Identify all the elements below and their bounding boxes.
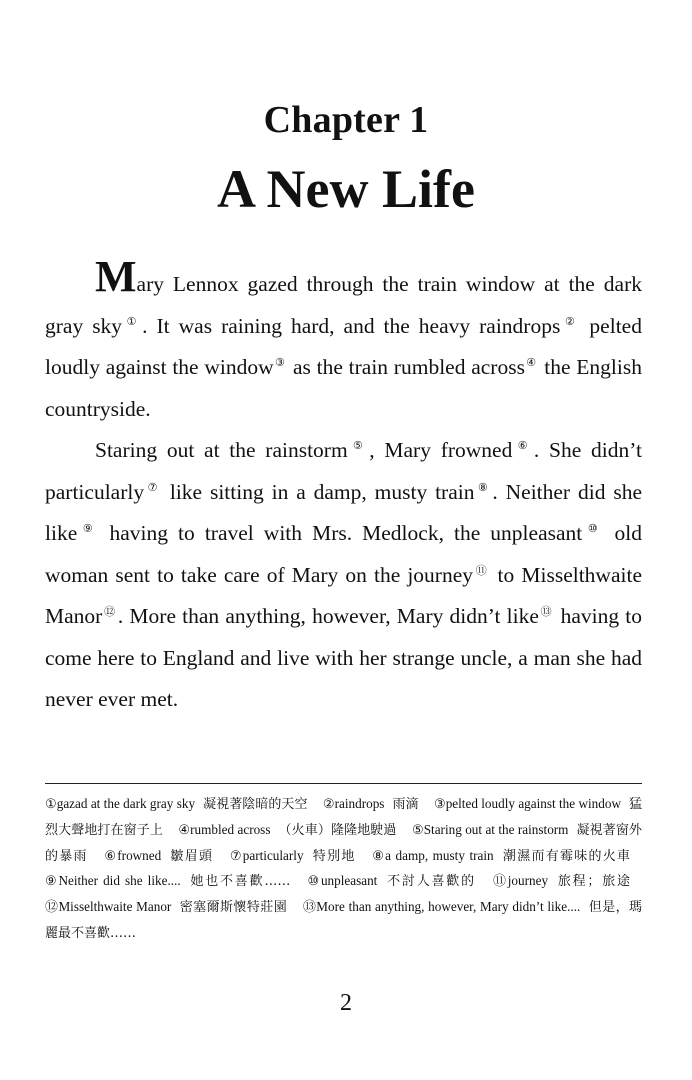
footnote-term: More than anything, however, Mary didn’t like.... bbox=[316, 899, 581, 915]
drop-cap: M bbox=[95, 252, 137, 301]
text-segment: . She didn’t particularly bbox=[45, 438, 642, 504]
footnote-term: frowned bbox=[117, 847, 162, 863]
footnote-translation: 凝視著陰暗的天空 bbox=[203, 797, 308, 812]
footnote-translation: 潮濕而有霉味的火車 bbox=[501, 848, 631, 864]
footnote-number: ③ bbox=[433, 796, 446, 811]
text-segment: to Misselthwaite Manor bbox=[45, 562, 642, 628]
footnote-translation: 皺眉頭 bbox=[169, 848, 214, 864]
paragraph bbox=[45, 430, 642, 721]
footnote-term: particularly bbox=[242, 847, 304, 863]
footnote-marker: ③ bbox=[274, 357, 286, 369]
footnote-entry bbox=[45, 873, 302, 888]
footnote-translation: 旅程；旅途 bbox=[556, 874, 631, 890]
footnote-number: ② bbox=[322, 796, 335, 811]
footnote-entry bbox=[230, 848, 368, 863]
text-segment: the English countryside. bbox=[45, 355, 643, 421]
footnote-number: ⑨ bbox=[45, 873, 59, 889]
footnote-translation: 凝視著窗外的暴雨 bbox=[45, 822, 642, 864]
footnote-entry bbox=[45, 899, 299, 914]
footnote-number: ⑥ bbox=[104, 847, 118, 863]
chapter-title: A New Life bbox=[217, 159, 475, 219]
footnote-term: gazad at the dark gray sky bbox=[56, 796, 196, 811]
body-text bbox=[45, 252, 643, 721]
footnote-term: unpleasant bbox=[320, 873, 378, 889]
text-segment: ary Lennox gazed through the train window at the dark gray sky bbox=[45, 272, 642, 338]
text-segment: . Neither did she like bbox=[45, 479, 642, 545]
text-segment: having to come here to England and live with her strange uncle, a man she had never ever met. bbox=[45, 604, 642, 711]
footnote-number: ⑬ bbox=[302, 899, 317, 915]
footnote-marker: ⑬ bbox=[539, 606, 553, 618]
text-segment: , Mary frowned bbox=[369, 438, 513, 462]
footnote-number: ⑩ bbox=[307, 873, 321, 889]
footnote-term: journey bbox=[507, 873, 549, 889]
footnote-term: raindrops bbox=[334, 796, 385, 811]
footnote-marker: ⑫ bbox=[103, 606, 116, 618]
text-segment: pelted loudly against the window bbox=[45, 313, 642, 379]
footnote-marker: ⑥ bbox=[513, 440, 532, 452]
footnote-translation: 不討人喜歡的 bbox=[385, 874, 476, 890]
footnote-number: ④ bbox=[178, 821, 191, 837]
footnote-marker: ⑤ bbox=[348, 440, 368, 452]
footnote-translation: 密塞爾斯懷特莊園 bbox=[179, 900, 288, 916]
footnote-rule bbox=[45, 783, 642, 784]
text-segment: . It was raining hard, and the heavy raindrops bbox=[142, 313, 561, 338]
footnote-marker: ⑧ bbox=[475, 481, 491, 494]
footnote-translation: 猛烈大聲地打在窗子上 bbox=[45, 797, 643, 838]
footnote-number: ⑧ bbox=[372, 847, 386, 863]
footnote-number: ⑦ bbox=[229, 847, 243, 863]
text-segment: old woman sent to take care of Mary on the journey bbox=[45, 521, 642, 587]
footnote-entry bbox=[323, 796, 431, 811]
footnote-translation: （火車）隆隆地駛過 bbox=[278, 822, 397, 838]
footnote-translation: 她也不喜歡…… bbox=[188, 874, 291, 890]
text-segment: Staring out at the rainstorm bbox=[95, 438, 348, 462]
footnote-term: Misselthwaite Manor bbox=[58, 899, 172, 915]
footnote-entry bbox=[178, 822, 408, 837]
footnote-term: Neither did she like.... bbox=[58, 873, 181, 889]
footnote-number: ① bbox=[45, 796, 57, 811]
footnote-number: ⑪ bbox=[492, 873, 508, 889]
footnote-marker: ② bbox=[561, 315, 579, 328]
footnote-marker: ⑪ bbox=[474, 564, 489, 577]
footnote-translation: 雨滴 bbox=[392, 797, 419, 812]
footnote-term: rumbled across bbox=[190, 821, 271, 837]
footnote-translation: 但是，瑪麗最不喜歡…… bbox=[45, 900, 642, 941]
footnote-marker: ④ bbox=[525, 357, 537, 369]
chapter-label: Chapter 1 bbox=[263, 99, 429, 141]
footnote-entry bbox=[104, 848, 225, 863]
page-number: 2 bbox=[340, 990, 352, 1016]
footnote-marker: ① bbox=[123, 315, 141, 328]
footnote-term: a damp, musty train bbox=[385, 847, 494, 863]
footnote-number: ⑤ bbox=[411, 821, 424, 837]
footnote-number: ⑫ bbox=[45, 899, 59, 915]
footnote-entry bbox=[493, 873, 642, 888]
footnote-entry bbox=[45, 796, 320, 811]
paragraph bbox=[45, 252, 643, 430]
text-segment: like sitting in a damp, musty train bbox=[161, 479, 475, 504]
text-segment: having to travel with Mrs. Medlock, the unpleasant bbox=[99, 521, 583, 545]
footnote-marker: ⑨ bbox=[78, 523, 98, 535]
footnote-entry bbox=[307, 873, 487, 888]
footnote-entry bbox=[372, 848, 642, 863]
footnote-term: pelted loudly against the window bbox=[445, 796, 621, 811]
footnote-term: Staring out at the rainstorm bbox=[423, 821, 569, 837]
footnote-translation: 特別地 bbox=[311, 848, 356, 864]
footnote-marker: ⑩ bbox=[583, 523, 603, 535]
footnotes bbox=[45, 792, 642, 947]
footnote-marker: ⑦ bbox=[145, 481, 160, 494]
text-segment: . More than anything, however, Mary didn’t like bbox=[117, 604, 539, 628]
text-segment: as the train rumbled across bbox=[287, 355, 525, 379]
